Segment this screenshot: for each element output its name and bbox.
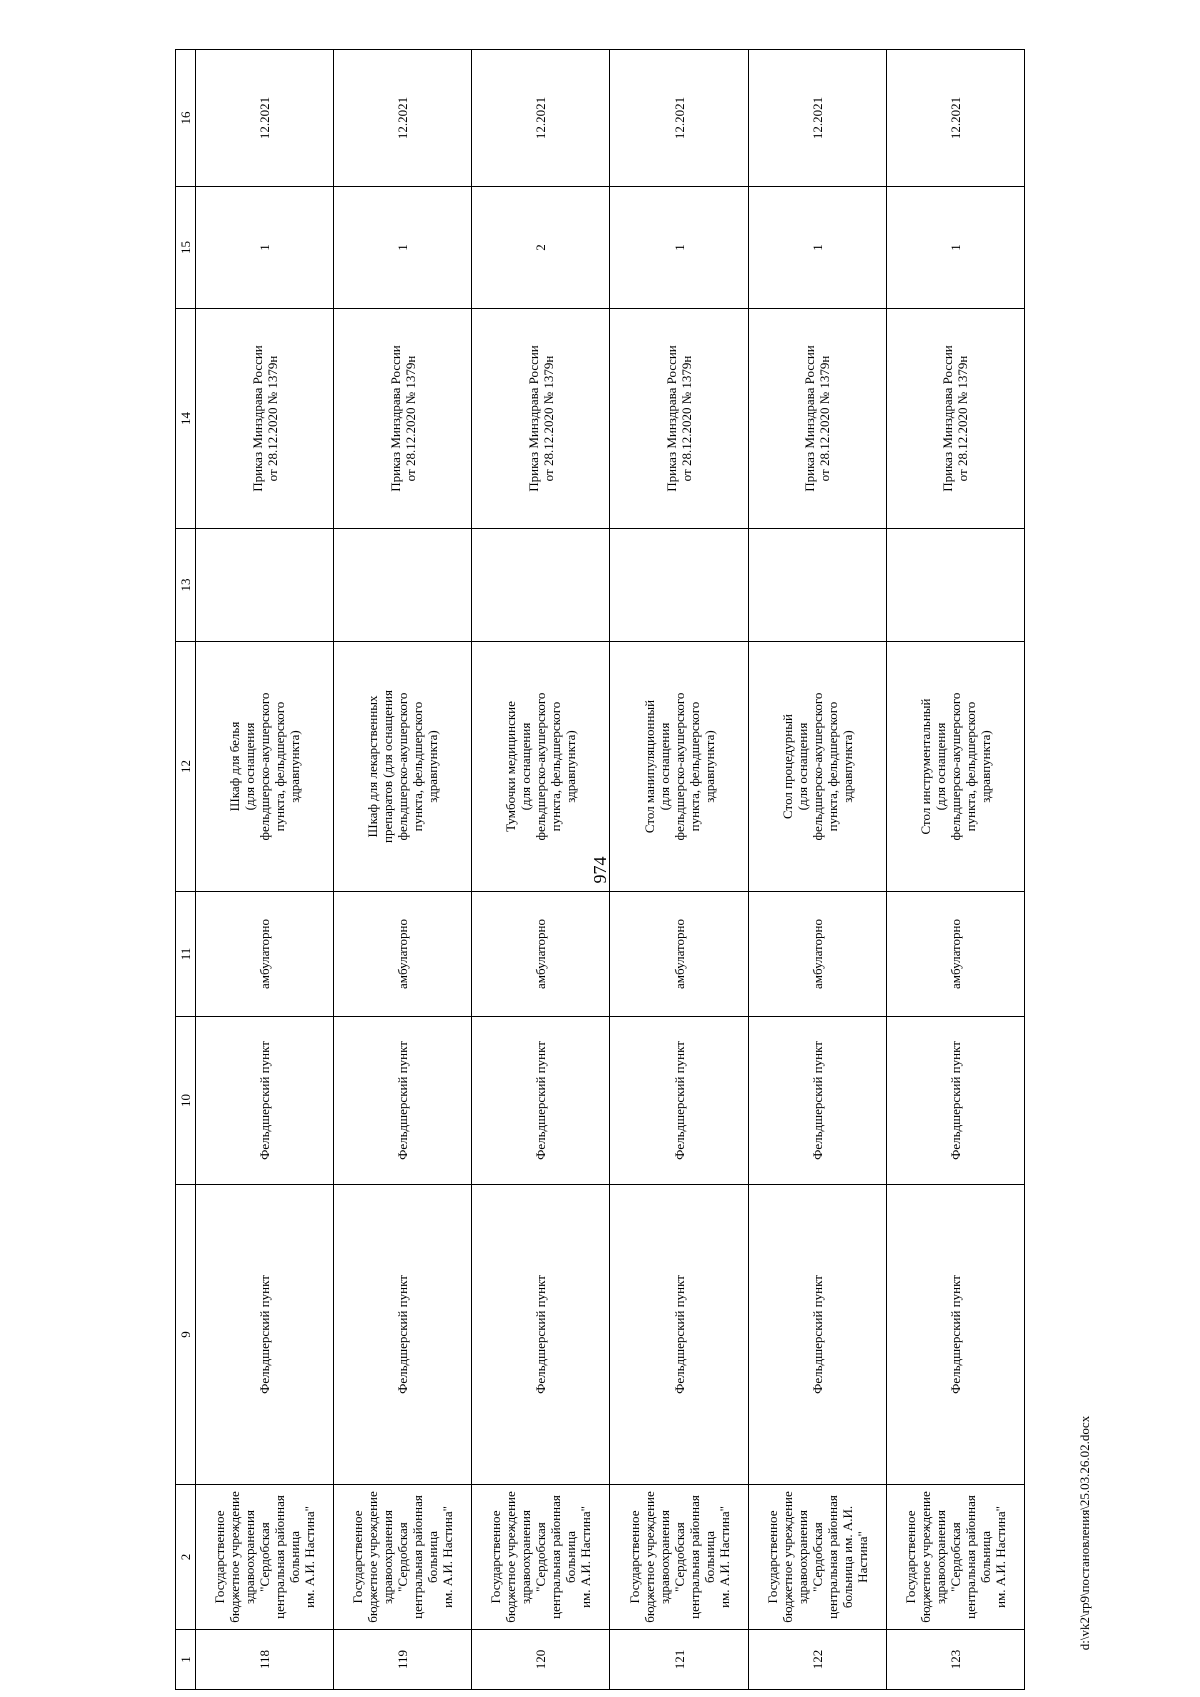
deadline-cell: 12.2021 xyxy=(748,50,886,187)
row-number-cell: 121 xyxy=(610,1630,748,1690)
department-cell: Фельдшерский пункт xyxy=(748,1017,886,1185)
empty-cell xyxy=(196,529,334,642)
row-number-cell: 120 xyxy=(472,1630,610,1690)
row-number-cell: 118 xyxy=(196,1630,334,1690)
care-conditions-cell: амбулаторно xyxy=(886,892,1024,1017)
regulation-cell: Приказ Минздрава России от 28.12.2020 № 1379н xyxy=(610,309,748,529)
column-number-cell: 16 xyxy=(176,50,196,187)
row-number-cell: 123 xyxy=(886,1630,1024,1690)
unit-cell: Фельдшерский пункт xyxy=(886,1185,1024,1485)
table-row xyxy=(610,50,748,1690)
column-number-cell: 15 xyxy=(176,187,196,309)
equipment-table xyxy=(175,49,1025,1690)
table-row xyxy=(886,50,1024,1690)
column-number-cell: 14 xyxy=(176,309,196,529)
table-body xyxy=(176,50,1025,1690)
table-row xyxy=(748,50,886,1690)
care-conditions-cell: амбулаторно xyxy=(472,892,610,1017)
column-number-cell: 11 xyxy=(176,892,196,1017)
table-row xyxy=(334,50,472,1690)
unit-cell: Фельдшерский пункт xyxy=(748,1185,886,1485)
regulation-cell: Приказ Минздрава России от 28.12.2020 № 1379н xyxy=(472,309,610,529)
department-cell: Фельдшерский пункт xyxy=(886,1017,1024,1185)
column-number-cell: 1 xyxy=(176,1630,196,1690)
department-cell: Фельдшерский пункт xyxy=(334,1017,472,1185)
empty-cell xyxy=(472,529,610,642)
equipment-name-cell: Тумбочки медицинские (для оснащения фельдшерско-акушерского пункта, фельдшерского здравпункта) xyxy=(472,642,610,892)
institution-cell: Государственное бюджетное учреждение здравоохранения "Сердобская центральная районная больница им. А.И. Настина" xyxy=(748,1485,886,1630)
equipment-table-container xyxy=(175,50,1025,1690)
unit-cell: Фельдшерский пункт xyxy=(334,1185,472,1485)
deadline-cell: 12.2021 xyxy=(472,50,610,187)
equipment-name-cell: Стол инструментальный (для оснащения фельдшерско-акушерского пункта, фельдшерского здравпункта) xyxy=(886,642,1024,892)
empty-cell xyxy=(886,529,1024,642)
equipment-name-cell: Стол манипуляционный (для оснащения фельдшерско-акушерского пункта, фельдшерского здравпункта) xyxy=(610,642,748,892)
empty-cell xyxy=(610,529,748,642)
table-row xyxy=(196,50,334,1690)
department-cell: Фельдшерский пункт xyxy=(472,1017,610,1185)
deadline-cell: 12.2021 xyxy=(886,50,1024,187)
institution-cell: Государственное бюджетное учреждение здравоохранения "Сердобская центральная районная больница им. А.И. Настина" xyxy=(610,1485,748,1630)
quantity-cell: 1 xyxy=(610,187,748,309)
quantity-cell: 2 xyxy=(472,187,610,309)
quantity-cell: 1 xyxy=(748,187,886,309)
column-number-cell: 2 xyxy=(176,1485,196,1630)
regulation-cell: Приказ Минздрава России от 28.12.2020 № 1379н xyxy=(748,309,886,529)
empty-cell xyxy=(748,529,886,642)
unit-cell: Фельдшерский пункт xyxy=(610,1185,748,1485)
row-number-cell: 119 xyxy=(334,1630,472,1690)
equipment-name-cell: Стол процедурный (для оснащения фельдшерско-акушерского пункта, фельдшерского здравпункта) xyxy=(748,642,886,892)
column-number-cell: 9 xyxy=(176,1185,196,1485)
deadline-cell: 12.2021 xyxy=(610,50,748,187)
unit-cell: Фельдшерский пункт xyxy=(472,1185,610,1485)
care-conditions-cell: амбулаторно xyxy=(334,892,472,1017)
regulation-cell: Приказ Минздрава России от 28.12.2020 № 1379н xyxy=(334,309,472,529)
empty-cell xyxy=(334,529,472,642)
deadline-cell: 12.2021 xyxy=(196,50,334,187)
institution-cell: Государственное бюджетное учреждение здравоохранения "Сердобская центральная районная больница им. А.И. Настина" xyxy=(334,1485,472,1630)
care-conditions-cell: амбулаторно xyxy=(748,892,886,1017)
quantity-cell: 1 xyxy=(196,187,334,309)
quantity-cell: 1 xyxy=(886,187,1024,309)
equipment-name-cell: Шкаф для лекарственных препаратов (для оснащения фельдшерско-акушерского пункта, фельдшерского здравпункта) xyxy=(334,642,472,892)
row-number-cell: 122 xyxy=(748,1630,886,1690)
care-conditions-cell: амбулаторно xyxy=(610,892,748,1017)
equipment-name-cell: Шкаф для белья (для оснащения фельдшерско-акушерского пункта, фельдшерского здравпункта) xyxy=(196,642,334,892)
column-number-cell: 12 xyxy=(176,642,196,892)
institution-cell: Государственное бюджетное учреждение здравоохранения "Сердобская центральная районная больница им. А.И. Настина" xyxy=(472,1485,610,1630)
column-number-row xyxy=(176,50,196,1690)
column-number-cell: 13 xyxy=(176,529,196,642)
table-row xyxy=(472,50,610,1690)
regulation-cell: Приказ Минздрава России от 28.12.2020 № 1379н xyxy=(196,309,334,529)
regulation-cell: Приказ Минздрава России от 28.12.2020 № 1379н xyxy=(886,309,1024,529)
care-conditions-cell: амбулаторно xyxy=(196,892,334,1017)
page-number: 974 xyxy=(590,856,610,884)
institution-cell: Государственное бюджетное учреждение здравоохранения "Сердобская центральная районная больница им. А.И. Настина" xyxy=(886,1485,1024,1630)
quantity-cell: 1 xyxy=(334,187,472,309)
column-number-cell: 10 xyxy=(176,1017,196,1185)
department-cell: Фельдшерский пункт xyxy=(610,1017,748,1185)
deadline-cell: 12.2021 xyxy=(334,50,472,187)
department-cell: Фельдшерский пункт xyxy=(196,1017,334,1185)
file-path: d:\vk2\rp9\постановления\25.03.26.02.docx xyxy=(1077,1415,1092,1651)
unit-cell: Фельдшерский пункт xyxy=(196,1185,334,1485)
institution-cell: Государственное бюджетное учреждение здравоохранения "Сердобская центральная районная больница им. А.И. Настина" xyxy=(196,1485,334,1630)
